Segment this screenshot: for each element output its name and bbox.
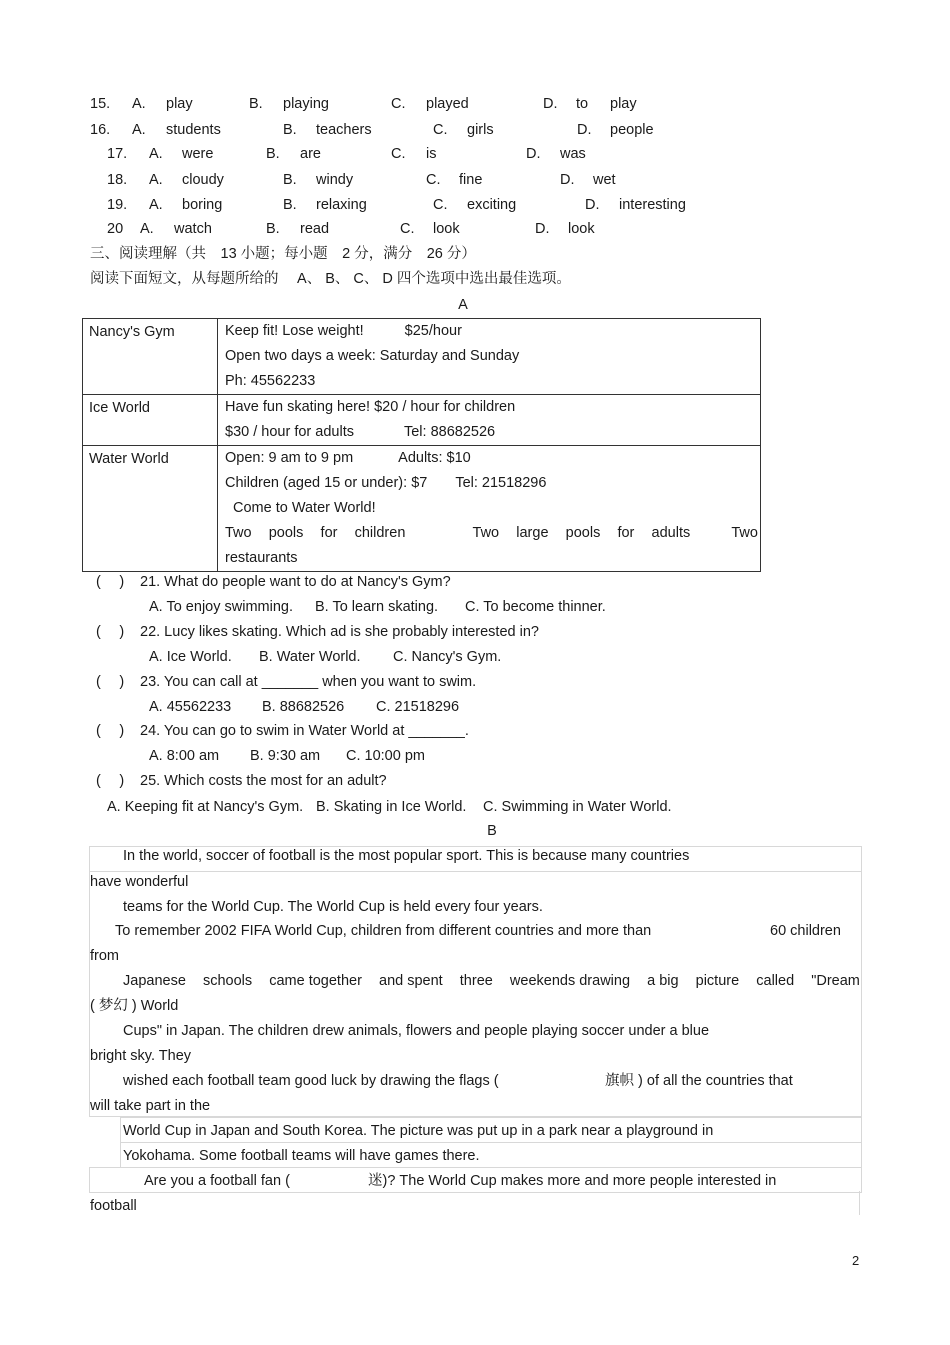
ad-text: Open two days a week: Saturday and Sunday [225,348,520,364]
question-number: 16. [90,122,111,138]
option-letter: D. [535,221,550,237]
passage-line: from [90,948,119,964]
option-letter: D. [577,122,592,138]
option-text: students [166,122,221,138]
option-letter: B. [283,197,297,213]
option-letter: D. [526,146,541,162]
option-letter: D. [560,172,575,188]
option-letter: B. [266,146,280,162]
option-letter: C. [391,146,406,162]
option-text: girls [467,122,494,138]
ad-text-justified: Two pools for children Two large pools for adults Two [225,525,758,541]
option-letter: B. [249,96,263,112]
ad-name: Water World [83,446,218,572]
question-stem: 25. Which costs the most for an adult? [140,773,387,789]
page-number: 2 [852,1253,860,1268]
question-option: A. 8:00 am [149,748,220,764]
answer-bracket: ( ) [96,574,125,590]
question-option: C. To become thinner. [465,599,606,615]
option-letter: A. [149,172,163,188]
passage-line: bright sky. They [90,1048,192,1064]
question-option: A. To enjoy swimming. [149,599,293,615]
part-b-label: B [487,823,497,839]
ad-price: $25/hour [404,323,462,339]
ad-price: Adults: $10 [398,450,471,466]
ad-text: Have fun skating here! $20 / hour for children [225,399,516,415]
ad-phone: Tel: 88682526 [403,424,496,440]
passage-line-justified: Japanese schools came together and spent three weekends drawing a big picture called "Dream [123,973,860,989]
ad-row-water-world [83,446,761,572]
option-letter: C. [426,172,441,188]
ad-description [218,395,761,446]
option-text: playing [283,96,329,112]
section-instruction: 阅读下面短文，从每题所给的 A、 B、 C、 D 四个选项中选出最佳选项。 [90,271,571,287]
passage-line: football [90,1198,137,1214]
passage-line: have wonderful [90,874,189,890]
option-letter: A. [132,122,146,138]
passage-line: Are you a football fan ( [144,1173,290,1189]
answer-bracket: ( ) [96,624,125,640]
option-text: was [560,146,586,162]
answer-bracket: ( ) [96,723,125,739]
passage-frame [859,1191,860,1215]
option-letter: C. [391,96,406,112]
ad-name: Ice World [83,395,218,446]
passage-line: wished each football team good luck by drawing the flags ( [123,1073,499,1089]
option-row-16 [0,121,700,139]
passage-line: World Cup in Japan and South Korea. The picture was put up in a park near a playground in [123,1123,714,1139]
ad-row-nancys-gym [83,319,761,395]
section-heading: 三、阅读理解（共 13 小题；每小题 2 分，满分 26 分） [90,246,476,262]
ad-phone: Tel: 21518296 [455,475,547,491]
option-text: watch [174,221,212,237]
question-option: A. Ice World. [149,649,232,665]
option-letter: A. [149,197,163,213]
part-a-label: A [458,297,468,313]
option-text: relaxing [316,197,367,213]
question-stem: 24. You can go to swim in Water World at _______. [140,723,469,739]
question-number: 17. [107,146,128,162]
question-number: 19. [107,197,128,213]
ad-name: Nancy's Gym [83,319,218,395]
question-option: C. Nancy's Gym. [393,649,502,665]
option-text: exciting [467,197,517,213]
passage-line: teams for the World Cup. The World Cup is held every four years. [123,899,543,915]
question-option: C. Swimming in Water World. [483,799,672,815]
ads-table [82,318,761,572]
option-text: wet [593,172,616,188]
question-option: A. Keeping fit at Nancy's Gym. [107,799,304,815]
option-letter: A. [149,146,163,162]
passage-line: Yokohama. Some football teams will have games there. [123,1148,480,1164]
option-text: people [610,122,654,138]
question-option: B. Water World. [259,649,361,665]
question-number: 15. [90,96,111,112]
option-letter: D. [543,96,558,112]
passage-line: In the world, soccer of football is the most popular sport. This is because many countries [123,848,690,864]
option-text: windy [316,172,354,188]
question-option: C. 10:00 pm [346,748,425,764]
question-stem: 23. You can call at _______ when you want to swim. [140,674,477,690]
ad-text: Come to Water World! [233,500,376,516]
question-option: A. 45562233 [149,699,232,715]
option-text: fine [459,172,483,188]
option-letter: C. [400,221,415,237]
option-text: play [610,96,637,112]
passage-line: will take part in the [90,1098,211,1114]
option-row-15 [0,95,700,113]
option-text: is [426,146,437,162]
option-letter: A. [140,221,154,237]
answer-bracket: ( ) [96,773,125,789]
ad-description [218,446,761,572]
option-text: cloudy [182,172,224,188]
question-option: B. 88682526 [262,699,345,715]
passage-line: 60 children [770,923,841,939]
option-text: are [300,146,321,162]
option-letter: B. [283,172,297,188]
ad-text: Keep fit! Lose weight! [225,323,364,339]
ad-text: restaurants [225,550,298,566]
option-row-20 [0,220,700,238]
question-number: 20 [107,221,124,237]
option-row-18 [0,171,700,189]
passage-line: ( 梦幻 ) World [90,998,179,1014]
option-letter: A. [132,96,146,112]
passage-line: Cups" in Japan. The children drew animals, flowers and people playing soccer under a blue [123,1023,710,1039]
answer-bracket: ( ) [96,674,125,690]
option-text: were [182,146,214,162]
passage-line: To remember 2002 FIFA World Cup, children from different countries and more than [115,923,652,939]
option-text: interesting [619,197,686,213]
question-stem: 21. What do people want to do at Nancy's Gym? [140,574,451,590]
option-text: played [426,96,469,112]
ad-description [218,319,761,395]
passage-line: 旗帜 ) of all the countries that [605,1073,793,1089]
ad-row-ice-world [83,395,761,446]
option-letter: C. [433,122,448,138]
passage-line: 迷)? The World Cup makes more and more people interested in [368,1173,777,1189]
ad-price: Children (aged 15 or under): $7 [225,475,428,491]
question-option: B. To learn skating. [315,599,439,615]
option-letter: C. [433,197,448,213]
option-row-19 [0,196,700,214]
option-text: look [568,221,595,237]
question-stem: 22. Lucy likes skating. Which ad is she probably interested in? [140,624,539,640]
ad-price: $30 / hour for adults [225,424,354,440]
option-text: look [433,221,460,237]
option-letter: B. [283,122,297,138]
question-option: B. 9:30 am [250,748,321,764]
option-text: read [300,221,330,237]
option-letter: D. [585,197,600,213]
ad-hours: Open: 9 am to 9 pm [225,450,354,466]
question-option: C. 21518296 [376,699,460,715]
question-option: B. Skating in Ice World. [316,799,467,815]
ad-phone: Ph: 45562233 [225,373,316,389]
question-number: 18. [107,172,128,188]
option-text: play [166,96,193,112]
option-text: to [576,96,589,112]
option-text: teachers [316,122,372,138]
option-text: boring [182,197,223,213]
option-row-17 [0,145,700,163]
option-letter: B. [266,221,280,237]
